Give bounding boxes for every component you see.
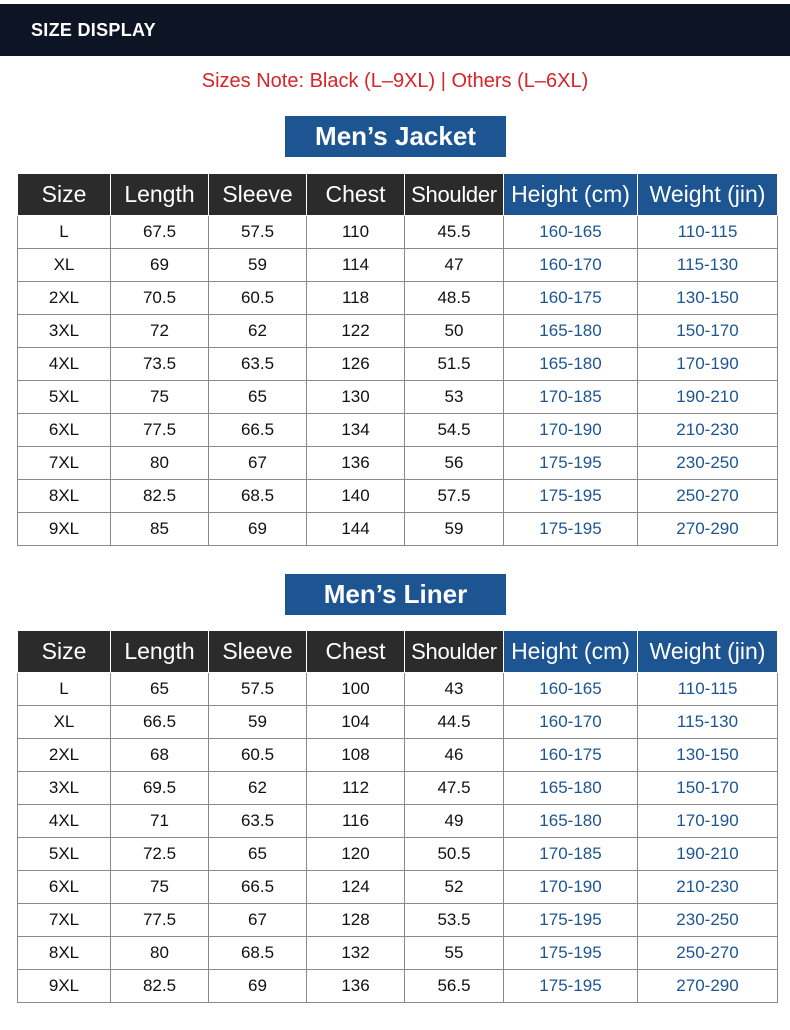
- sleeve-cell: 57.5: [209, 216, 307, 249]
- chest-cell: 112: [307, 772, 405, 805]
- table-row: [18, 706, 778, 739]
- chest-cell: 110: [307, 216, 405, 249]
- size-cell: 7XL: [18, 904, 111, 937]
- table-row: [18, 838, 778, 871]
- size-cell: 5XL: [18, 381, 111, 414]
- weight-cell: 115-130: [638, 706, 778, 739]
- column-header-size: Size: [18, 174, 111, 216]
- column-header-weight: Weight (jin): [638, 174, 778, 216]
- chest-cell: 140: [307, 480, 405, 513]
- chest-cell: 126: [307, 348, 405, 381]
- length-cell: 85: [111, 513, 209, 546]
- table-row: [18, 315, 778, 348]
- size-cell: L: [18, 673, 111, 706]
- table-row: [18, 348, 778, 381]
- size-cell: 3XL: [18, 315, 111, 348]
- weight-cell: 190-210: [638, 838, 778, 871]
- size-cell: 9XL: [18, 970, 111, 1003]
- sleeve-cell: 63.5: [209, 805, 307, 838]
- shoulder-cell: 46: [405, 739, 504, 772]
- sleeve-cell: 67: [209, 447, 307, 480]
- shoulder-cell: 50.5: [405, 838, 504, 871]
- weight-cell: 210-230: [638, 414, 778, 447]
- column-header-shoulder: Shoulder: [405, 631, 504, 673]
- size-cell: L: [18, 216, 111, 249]
- size-cell: 4XL: [18, 805, 111, 838]
- table-row: [18, 282, 778, 315]
- length-cell: 69: [111, 249, 209, 282]
- sleeve-cell: 67: [209, 904, 307, 937]
- shoulder-cell: 49: [405, 805, 504, 838]
- table-header-row: [18, 174, 778, 216]
- height-cell: 175-195: [504, 970, 638, 1003]
- sleeve-cell: 69: [209, 513, 307, 546]
- sleeve-cell: 59: [209, 249, 307, 282]
- shoulder-cell: 48.5: [405, 282, 504, 315]
- column-header-weight: Weight (jin): [638, 631, 778, 673]
- shoulder-cell: 57.5: [405, 480, 504, 513]
- chest-cell: 114: [307, 249, 405, 282]
- shoulder-cell: 44.5: [405, 706, 504, 739]
- table-row: [18, 739, 778, 772]
- weight-cell: 230-250: [638, 447, 778, 480]
- column-header-length: Length: [111, 631, 209, 673]
- height-cell: 170-185: [504, 838, 638, 871]
- header-bar: [0, 4, 790, 56]
- table-row: [18, 805, 778, 838]
- shoulder-cell: 50: [405, 315, 504, 348]
- shoulder-cell: 59: [405, 513, 504, 546]
- sleeve-cell: 68.5: [209, 937, 307, 970]
- shoulder-cell: 45.5: [405, 216, 504, 249]
- size-cell: XL: [18, 249, 111, 282]
- length-cell: 69.5: [111, 772, 209, 805]
- size-cell: XL: [18, 706, 111, 739]
- chest-cell: 122: [307, 315, 405, 348]
- weight-cell: 150-170: [638, 772, 778, 805]
- length-cell: 77.5: [111, 904, 209, 937]
- shoulder-cell: 56: [405, 447, 504, 480]
- weight-cell: 170-190: [638, 805, 778, 838]
- length-cell: 80: [111, 447, 209, 480]
- sleeve-cell: 59: [209, 706, 307, 739]
- size-cell: 5XL: [18, 838, 111, 871]
- column-header-chest: Chest: [307, 174, 405, 216]
- size-cell: 3XL: [18, 772, 111, 805]
- weight-cell: 150-170: [638, 315, 778, 348]
- table-row: [18, 381, 778, 414]
- length-cell: 71: [111, 805, 209, 838]
- height-cell: 175-195: [504, 447, 638, 480]
- height-cell: 160-175: [504, 739, 638, 772]
- shoulder-cell: 54.5: [405, 414, 504, 447]
- table-row: [18, 970, 778, 1003]
- shoulder-cell: 43: [405, 673, 504, 706]
- table-row: [18, 414, 778, 447]
- size-cell: 2XL: [18, 282, 111, 315]
- height-cell: 165-180: [504, 772, 638, 805]
- weight-cell: 170-190: [638, 348, 778, 381]
- shoulder-cell: 53.5: [405, 904, 504, 937]
- height-cell: 160-170: [504, 249, 638, 282]
- table-row: [18, 904, 778, 937]
- weight-cell: 250-270: [638, 480, 778, 513]
- column-header-length: Length: [111, 174, 209, 216]
- chest-cell: 128: [307, 904, 405, 937]
- size-cell: 6XL: [18, 871, 111, 904]
- length-cell: 68: [111, 739, 209, 772]
- table-header-row: [18, 631, 778, 673]
- shoulder-cell: 53: [405, 381, 504, 414]
- weight-cell: 270-290: [638, 970, 778, 1003]
- table-row: [18, 447, 778, 480]
- length-cell: 75: [111, 381, 209, 414]
- length-cell: 70.5: [111, 282, 209, 315]
- sleeve-cell: 60.5: [209, 739, 307, 772]
- shoulder-cell: 56.5: [405, 970, 504, 1003]
- weight-cell: 270-290: [638, 513, 778, 546]
- size-cell: 8XL: [18, 480, 111, 513]
- chest-cell: 108: [307, 739, 405, 772]
- chest-cell: 124: [307, 871, 405, 904]
- sleeve-cell: 62: [209, 315, 307, 348]
- length-cell: 82.5: [111, 970, 209, 1003]
- height-cell: 175-195: [504, 937, 638, 970]
- table-row: [18, 249, 778, 282]
- height-cell: 160-165: [504, 673, 638, 706]
- column-header-sleeve: Sleeve: [209, 631, 307, 673]
- sleeve-cell: 66.5: [209, 414, 307, 447]
- weight-cell: 110-115: [638, 216, 778, 249]
- height-cell: 170-190: [504, 871, 638, 904]
- size-cell: 7XL: [18, 447, 111, 480]
- column-header-size: Size: [18, 631, 111, 673]
- chest-cell: 144: [307, 513, 405, 546]
- length-cell: 66.5: [111, 706, 209, 739]
- chest-cell: 136: [307, 447, 405, 480]
- size-cell: 4XL: [18, 348, 111, 381]
- sleeve-cell: 65: [209, 838, 307, 871]
- size-cell: 6XL: [18, 414, 111, 447]
- shoulder-cell: 51.5: [405, 348, 504, 381]
- column-header-shoulder: Shoulder: [405, 174, 504, 216]
- sleeve-cell: 63.5: [209, 348, 307, 381]
- chest-cell: 136: [307, 970, 405, 1003]
- height-cell: 160-175: [504, 282, 638, 315]
- sleeve-cell: 68.5: [209, 480, 307, 513]
- height-cell: 175-195: [504, 513, 638, 546]
- liner-size-table: [17, 630, 778, 1003]
- length-cell: 80: [111, 937, 209, 970]
- table-row: [18, 673, 778, 706]
- chest-cell: 120: [307, 838, 405, 871]
- shoulder-cell: 55: [405, 937, 504, 970]
- weight-cell: 110-115: [638, 673, 778, 706]
- table-row: [18, 216, 778, 249]
- length-cell: 82.5: [111, 480, 209, 513]
- table-row: [18, 772, 778, 805]
- chest-cell: 118: [307, 282, 405, 315]
- jacket-title: Men’s Jacket: [285, 116, 506, 157]
- height-cell: 170-185: [504, 381, 638, 414]
- chest-cell: 100: [307, 673, 405, 706]
- length-cell: 67.5: [111, 216, 209, 249]
- table-row: [18, 871, 778, 904]
- weight-cell: 130-150: [638, 739, 778, 772]
- chest-cell: 116: [307, 805, 405, 838]
- height-cell: 170-190: [504, 414, 638, 447]
- shoulder-cell: 52: [405, 871, 504, 904]
- height-cell: 165-180: [504, 805, 638, 838]
- sleeve-cell: 66.5: [209, 871, 307, 904]
- chest-cell: 132: [307, 937, 405, 970]
- column-header-chest: Chest: [307, 631, 405, 673]
- height-cell: 165-180: [504, 348, 638, 381]
- sleeve-cell: 57.5: [209, 673, 307, 706]
- chest-cell: 134: [307, 414, 405, 447]
- height-cell: 165-180: [504, 315, 638, 348]
- length-cell: 73.5: [111, 348, 209, 381]
- column-header-height: Height (cm): [504, 631, 638, 673]
- sleeve-cell: 60.5: [209, 282, 307, 315]
- height-cell: 160-165: [504, 216, 638, 249]
- length-cell: 72: [111, 315, 209, 348]
- table-row: [18, 513, 778, 546]
- sleeve-cell: 69: [209, 970, 307, 1003]
- sizes-note: Sizes Note: Black (L–9XL) | Others (L–6XL): [201, 70, 589, 92]
- weight-cell: 250-270: [638, 937, 778, 970]
- size-cell: 8XL: [18, 937, 111, 970]
- weight-cell: 130-150: [638, 282, 778, 315]
- length-cell: 77.5: [111, 414, 209, 447]
- column-header-sleeve: Sleeve: [209, 174, 307, 216]
- jacket-table-body: [18, 216, 778, 546]
- height-cell: 175-195: [504, 904, 638, 937]
- chest-cell: 104: [307, 706, 405, 739]
- table-row: [18, 480, 778, 513]
- size-cell: 9XL: [18, 513, 111, 546]
- sleeve-cell: 62: [209, 772, 307, 805]
- column-header-height: Height (cm): [504, 174, 638, 216]
- shoulder-cell: 47.5: [405, 772, 504, 805]
- size-cell: 2XL: [18, 739, 111, 772]
- weight-cell: 115-130: [638, 249, 778, 282]
- jacket-size-table: [17, 173, 778, 546]
- length-cell: 75: [111, 871, 209, 904]
- weight-cell: 230-250: [638, 904, 778, 937]
- length-cell: 65: [111, 673, 209, 706]
- weight-cell: 210-230: [638, 871, 778, 904]
- table-row: [18, 937, 778, 970]
- height-cell: 175-195: [504, 480, 638, 513]
- chest-cell: 130: [307, 381, 405, 414]
- length-cell: 72.5: [111, 838, 209, 871]
- liner-title: Men’s Liner: [285, 574, 506, 615]
- weight-cell: 190-210: [638, 381, 778, 414]
- liner-table-body: [18, 673, 778, 1003]
- shoulder-cell: 47: [405, 249, 504, 282]
- height-cell: 160-170: [504, 706, 638, 739]
- sleeve-cell: 65: [209, 381, 307, 414]
- header-title: SIZE DISPLAY: [31, 19, 156, 40]
